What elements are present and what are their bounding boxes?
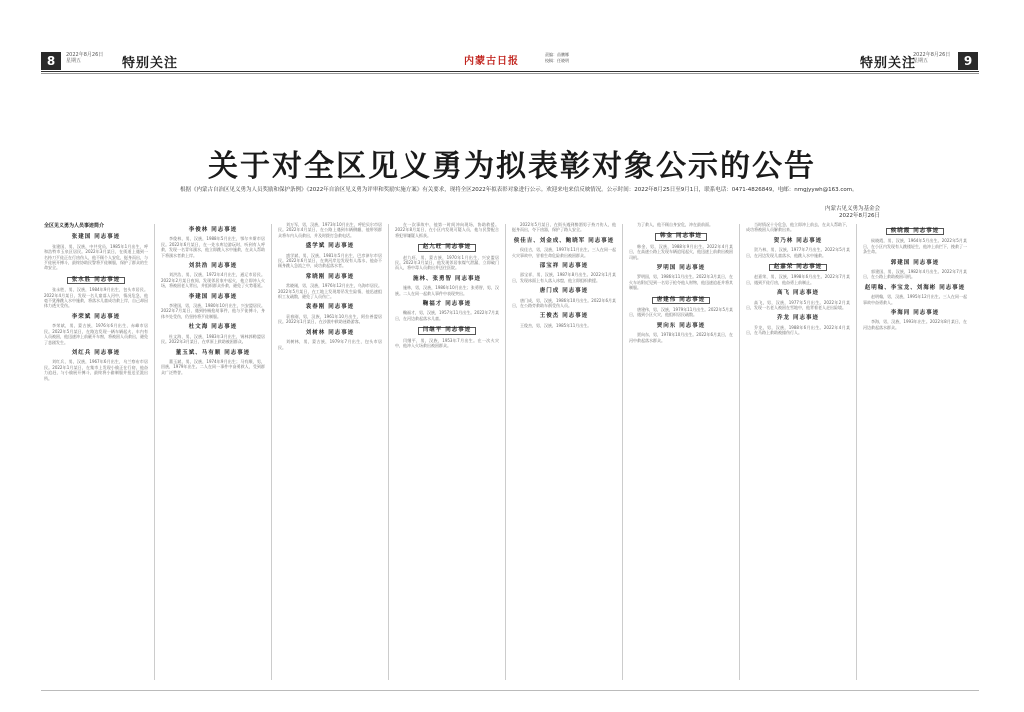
honoree-description: 唐门成，男，汉族，1986年10月出生。2022年6月某日，在公路旁救助车祸受伤人员。 xyxy=(512,297,616,309)
honoree-name: 董玉斌、马有顺 同志事迹 xyxy=(175,349,251,356)
column-separator xyxy=(739,224,740,680)
honoree-name: 郭建国 同志事迹 xyxy=(890,259,940,266)
honoree-description: 候晓霞，男，汉族，1964年5月出生。2022年5月某日，在小区内发现有人跳楼轻生，他冲上前拦下，挽救了一条生命。 xyxy=(863,238,967,255)
honoree-description: 2022年5月某日，在街头遇到醉酒男子持刀伤人，他挺身而出，夺下凶器，保护了路人安全。 xyxy=(512,222,616,233)
right-date: 2022年8月26日 星期五 xyxy=(913,52,951,64)
honoree-entry xyxy=(629,233,733,260)
honoree-entry xyxy=(512,289,616,308)
honoree-name: 李海同 同志事迹 xyxy=(890,310,940,317)
honoree-name: 李俊林 同志事迹 xyxy=(188,227,238,233)
honoree-description: 张建国，男，汉族，中共党员，1985年1月出生，呼和浩特市玉泉区居民。2022年3月某日，在街道上遇到一名持刀歹徒正在行凶伤人，他不顾个人安危，挺身而出，与歹徒展开搏斗，最终协助民警将歹徒制服，保护了群众的生命安全。 xyxy=(44,243,148,271)
honoree-description: 刘树林，男，蒙古族，1979年7月出生，包头市居民。 xyxy=(278,339,382,350)
page-header xyxy=(0,0,1024,72)
honoree-entry xyxy=(863,286,967,305)
honoree-entry xyxy=(746,291,850,310)
honoree-entry xyxy=(44,315,148,345)
honoree-description: 闫继平，男，汉族，1953年7月出生。在一次火灾中，他冲入火场救出被困群众。 xyxy=(395,337,499,349)
honoree-entry xyxy=(512,222,616,233)
honoree-entry xyxy=(863,228,967,255)
honoree-description: 邵宝祥，男，汉族，1987年8月出生。2022年1月某日，发现冰面上有人落入冰窟，他立即组织救援。 xyxy=(512,272,616,283)
honoree-name: 韩金 同志事迹 xyxy=(655,233,707,240)
honoree-description: 刘红兵，男，汉族，1967年6月出生，乌兰察布市居民。2022年1月某日，在集市上发现小偷正在行窃，他奋力追赶，与小偷展开搏斗，最终将小偷制服并扭送至派出所。 xyxy=(44,359,148,381)
honoree-name: 刘洪浩 同志事迹 xyxy=(188,263,238,270)
honoree-name: 闫继平 同志事迹 xyxy=(418,327,476,334)
honoree-name: 施林、张勇智 同志事迹 xyxy=(413,275,481,282)
signature-org: 内蒙古见义勇为基金会 xyxy=(824,206,880,212)
column-separator xyxy=(388,224,389,680)
honoree-entry xyxy=(278,275,382,300)
honoree-entry xyxy=(746,264,850,285)
editor-info xyxy=(545,52,569,64)
left-section-title: 特别关注 xyxy=(122,56,179,71)
paper-logo: 内蒙古日报 xyxy=(464,56,519,67)
header-rule xyxy=(41,71,979,72)
honoree-entry xyxy=(278,331,382,350)
honoree-entry xyxy=(746,239,850,258)
text-column xyxy=(629,222,733,682)
footer-rule xyxy=(41,690,979,691)
honoree-description: 罗明国，男，1986年11月出生。2022年3月某日，在火车站附近见到一名男子抢夺他人财物，他迅速追赶并将其制服。 xyxy=(629,274,733,291)
honoree-name: 贾向东 同志事迹 xyxy=(656,322,706,329)
honoree-name: 盛学斌 同志事迹 xyxy=(305,243,355,250)
honoree-description: 董玉斌，男，汉族，1974年9月出生；马有顺，男，回族，1979年出生。二人在同一事件中奋勇救人，受到群众广泛赞誉。 xyxy=(161,358,265,375)
honoree-name: 赵九旺 同志事迹 xyxy=(418,244,476,251)
honoree-entry xyxy=(863,311,967,330)
honoree-entry xyxy=(44,235,148,270)
honoree-entry xyxy=(161,351,265,376)
honoree-entry xyxy=(161,264,265,289)
honoree-name: 邵宝祥 同志事迹 xyxy=(539,263,589,270)
honoree-description: 李荣斌，男，蒙古族，1976年6月出生，赤峰市居民。2022年5月某日，在路边发现一辆车辆起火，车内有人员被困，他迅速冲上前砸开车窗，将被困人员救出，避免了悲剧发生。 xyxy=(44,323,148,345)
honoree-name: 唐建伟 同志事迹 xyxy=(652,297,710,304)
editor-name: 责编：苗鹏娜 xyxy=(545,52,569,57)
honoree-entry xyxy=(629,297,733,318)
honoree-name: 刘树林 同志事迹 xyxy=(305,329,355,336)
honoree-name: 王俊杰 同志事迹 xyxy=(539,313,589,320)
honoree-entry xyxy=(746,316,850,335)
honoree-entry xyxy=(278,222,382,238)
column-heading: 全区见义勇为人员事迹简介 xyxy=(44,223,105,229)
honoree-entry xyxy=(395,244,499,271)
honoree-entry xyxy=(863,261,967,280)
honoree-name: 杜文海 同志事迹 xyxy=(188,324,238,331)
honoree-description: 侯佳吉，男，汉族，1997年11月出生。三人在同一起火灾事故中，冒着生命危险救出被困群众。 xyxy=(512,247,616,258)
honoree-name: 赵嘉荣 同志事迹 xyxy=(769,264,827,271)
text-column xyxy=(278,222,382,682)
honoree-description: 施林，男，汉族，1986年10月出生；张勇智，男，汉族。二人在同一起救人事件中表现突出。 xyxy=(395,285,499,296)
honoree-entry xyxy=(44,277,148,309)
honoree-description: 贺乃林，男，汉族，1977年7月出生。2022年5月某日，在河边发现儿童落水，他跳入水中施救。 xyxy=(746,247,850,258)
honoree-name: 候晓霞 同志事迹 xyxy=(886,228,944,235)
honoree-description: 杜文海，男，汉族，1983年3月出生，锡林郭勒盟居民。2022年3月某日，在草原上救助被困群众。 xyxy=(161,333,265,345)
honoree-name: 鞠福才 同志事迹 xyxy=(422,301,472,308)
honoree-name: 罗明国 同志事迹 xyxy=(656,265,706,272)
honoree-description: 李俊林，男，汉族，1988年5月出生，鄂尔多斯市居民。2022年6月某日，在一处水库边游玩时，听到有人呼救，发现一名青年溺水，他立即跳入水中施救，在众人帮助下将溺水者救上岸。 xyxy=(161,236,265,258)
honoree-description: 韩金，男，汉族，1988年9月出生。2022年4月某日，在高速公路上发现车辆追尾起火，他迅速上前救出被困司机。 xyxy=(629,243,733,260)
honoree-description: 李海，男，汉族，1993年出生。2022年8月某日，在河边救起落水群众。 xyxy=(863,319,967,330)
honoree-description: 袁春刚，男，汉族，1961年10月出生，阿拉善盟居民。2022年1月某日，在沙漠中救助迷路游客。 xyxy=(278,313,382,325)
honoree-description: 赵明翰，男，汉族，1995年12月出生。三人在同一起事故中奋勇救人。 xyxy=(863,294,967,305)
text-column xyxy=(395,222,499,682)
honoree-entry xyxy=(629,222,733,227)
honoree-name: 唐门成 同志事迹 xyxy=(539,288,589,295)
honoree-description: 常晓刚，男，汉族，1976年12月出生，乌海市居民。2022年5月某日，在工地上发现塔吊发生险情，他迅速组织工友疏散，避免了人员伤亡。 xyxy=(278,283,382,300)
honoree-entry xyxy=(629,324,733,343)
honoree-description: 赵嘉荣，男，汉族，1998年6月出生。2022年7月某日，遇到歹徒行凶，他奋勇上前制止。 xyxy=(746,274,850,285)
honoree-name: 侯佳吉、刘金成、鲍晓军 同志事迹 xyxy=(513,237,615,244)
honoree-description: 高飞，男，汉族，1977年5月出生。2022年2月某日，发现一名老人被困在雪地中，他背着老人走出险境。 xyxy=(746,299,850,311)
honoree-name: 李建国 同志事迹 xyxy=(188,293,238,300)
honoree-name: 高飞 同志事迹 xyxy=(777,290,819,297)
honoree-description: 在一次事故中，他第一时间冲向现场，协助救援。2022年8月某日，在小区内发现可疑人员，他与民警配合将犯罪嫌疑人抓获。 xyxy=(395,222,499,238)
honoree-name: 乔龙 同志事迹 xyxy=(777,315,819,322)
honoree-name: 袁春刚 同志事迹 xyxy=(305,304,355,311)
honoree-description: 刘万军，男，汉族，1973年10月出生，呼伦贝尔市居民。2022年4月某日，在公路上遇到车辆侧翻，他带领群众将车内人员救出，并及时拨打急救电话。 xyxy=(278,222,382,238)
right-section-title: 特别关注 xyxy=(860,56,917,71)
honoree-description: 张永胜，男，汉族，1984年9月出生，包头市居民。2022年4月某日，发现一名儿童落入河中，情况危急，他毫不犹豫跳入水中施救，将落水儿童成功救上岸，自己却因体力透支受伤。 xyxy=(44,287,148,309)
honoree-entry xyxy=(161,295,265,320)
honoree-entry xyxy=(512,264,616,283)
honoree-description: 乔龙，男，汉族，1988年6月出生。2022年4月某日，在马路上救助被撞伤行人。 xyxy=(746,324,850,336)
honoree-entry xyxy=(395,327,499,348)
honoree-entry xyxy=(395,277,499,296)
honoree-entry xyxy=(278,244,382,269)
text-column xyxy=(746,222,850,682)
honoree-description: 郭建国，男，汉族，1982年4月出生。2022年7月某日，在公路上救助被困司机。 xyxy=(863,269,967,280)
honoree-name: 常晓刚 同志事迹 xyxy=(305,273,355,280)
honoree-description: 王俊杰，男，汉族，1985年11月出生。 xyxy=(520,322,592,328)
honoree-entry xyxy=(746,222,850,233)
header-rule-thin xyxy=(41,73,979,74)
text-column xyxy=(44,222,148,682)
honoree-description: 唐建伟，男，汉族，1979年11月出生。2022年5月某日，遇到小区火灾，他组织居民疏散。 xyxy=(629,307,733,318)
honoree-description: 盛学斌，男，汉族，1981年5月出生，巴彦淖尔市居民。2022年6月某日，在黄河岸边发现有人落水，他奋不顾身跳入急流之中，成功救起落水者。 xyxy=(278,252,382,269)
honoree-entry xyxy=(512,314,616,328)
honoree-description: 当时情况十分危急，他立即冲上前去，在众人帮助下，成功将被困人员解救出来。 xyxy=(746,222,850,233)
honoree-name: 刘红兵 同志事迹 xyxy=(71,349,121,356)
honoree-entry xyxy=(161,228,265,258)
honoree-entry xyxy=(512,239,616,258)
left-date: 2022年8月26日 星期五 xyxy=(66,52,104,64)
column-separator xyxy=(271,224,272,680)
honoree-name: 贺乃林 同志事迹 xyxy=(773,237,823,244)
honoree-description: 刘洪浩，男，汉族，1972年4月出生，通辽市居民。2022年2月某日夜间，发现邻居家中起火，他立即冲入火场，将被困老人背出，并组织群众扑救，避免了火势蔓延。 xyxy=(161,272,265,289)
text-column xyxy=(161,222,265,682)
honoree-name: 赵明翰、李宝龙、刘海彬 同志事迹 xyxy=(864,284,966,291)
text-column xyxy=(512,222,616,682)
honoree-entry xyxy=(395,222,499,238)
honoree-name: 张永胜 同志事迹 xyxy=(67,277,125,284)
column-separator xyxy=(622,224,623,680)
article-title: 关于对全区见义勇为拟表彰对象公示的公告 xyxy=(208,149,816,184)
honoree-description: 赵九旺，男，蒙古族，1970年1月出生，兴安盟居民。2022年3月某日，他发现邻居家煤气泄漏，立即破门而入，将中毒人员救出并送往医院。 xyxy=(395,254,499,271)
honoree-entry xyxy=(395,302,499,321)
right-page-number: 9 xyxy=(958,52,978,70)
honoree-name: 张建国 同志事迹 xyxy=(71,234,121,241)
signature-date: 2022年8月26日 xyxy=(839,213,880,219)
honoree-entry xyxy=(629,266,733,291)
proof-name: 校稿：任晓明 xyxy=(545,58,569,63)
honoree-description: 鞠福才，男，汉族，1957年11月出生。2022年7月某日，在河边救起落水儿童。 xyxy=(395,310,499,321)
column-separator xyxy=(505,224,506,680)
honoree-description: 贾向东，男，1978年10月出生。2022年6月某日，在河中救起落水群众。 xyxy=(629,332,733,343)
column-separator xyxy=(856,224,857,680)
article-intro: 根据《内蒙古自治区见义勇为人员奖励和保护条例》《2022年自治区见义勇为评审和奖励实施方案》有关要求，现将全区2022年拟表彰对象进行公示。欢迎来电来信反映情况。公示时间：2022年8月25日至9月1日，联系电话：0471-4826849，电邮：nmgjyywh@163.com。 xyxy=(180,187,858,193)
honoree-description: 李建国，男，汉族，1980年10月出生，兴安盟居民。2022年7月某日，遇到持械抢劫事件，他与歹徒搏斗，身体多处受伤，仍坚持将歹徒制服。 xyxy=(161,303,265,319)
honoree-entry xyxy=(161,325,265,344)
honoree-description: 为了救人，他不顾自身安危，冲在最前面。 xyxy=(637,222,713,227)
honoree-entry xyxy=(278,305,382,324)
column-separator xyxy=(154,224,155,680)
honoree-name: 李荣斌 同志事迹 xyxy=(71,313,121,320)
honoree-entry xyxy=(44,351,148,381)
text-column xyxy=(863,222,967,682)
left-page-number: 8 xyxy=(41,52,61,70)
